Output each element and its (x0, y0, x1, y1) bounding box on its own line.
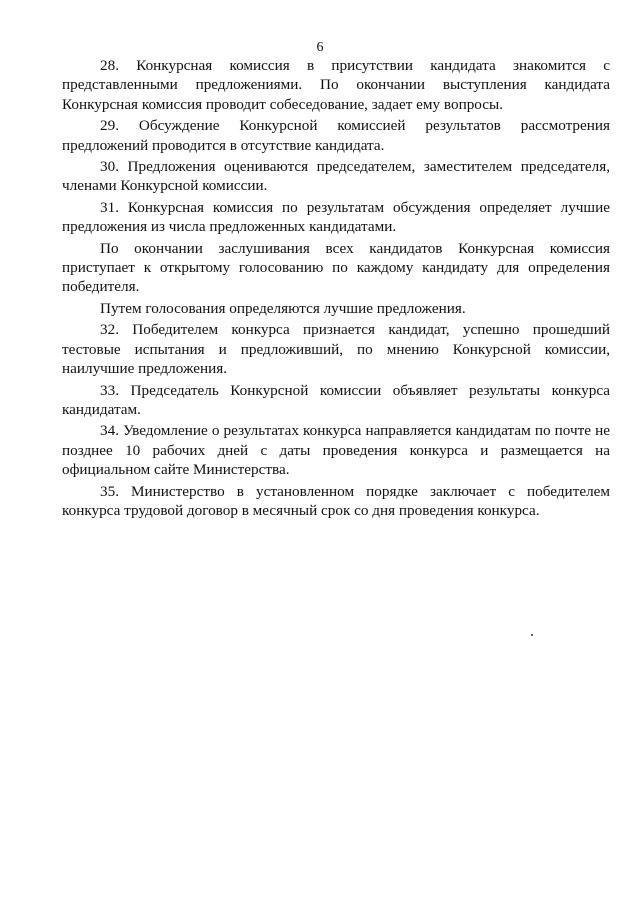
paragraph-30: 30. Предложения оцениваются председателем, заместителем председателя, членами Конкурсной комиссии. (62, 158, 610, 195)
paragraph-31: 31. Конкурсная комиссия по результатам обсуждения определяет лучшие предложения из числа предложенных кандидатами. (62, 198, 610, 236)
scan-speck (531, 634, 533, 636)
paragraph-28: 28. Конкурсная комиссия в присутствии кандидата знакомится с представленными предложениями. По окончании выступления кандидата Конкурсная комиссия проводит собеседование, задает ему вопросы. (62, 57, 610, 113)
paragraph-voting-result: Путем голосования определяются лучшие предложения. (100, 299, 466, 317)
paragraph-32: 32. Победителем конкурса признается кандидат, успешно прошедший тестовые испытания и предложивший, по мнению Конкурсной комиссии, наилучшие предложения. (62, 321, 610, 378)
paragraph-29: 29. Обсуждение Конкурсной комиссией результатов рассмотрения предложений проводится в отсутствие кандидата. (62, 117, 610, 154)
paragraph-33: 33. Председатель Конкурсной комиссии объявляет результаты конкурса кандидатам. (62, 381, 610, 418)
paragraph-34: 34. Уведомление о результатах конкурса направляется кандидатам по почте не позднее 10 рабочих дней с даты проведения конкурса и размещается на официальном сайте Министерства. (62, 422, 610, 479)
paragraph-voting-start: По окончании заслушивания всех кандидатов Конкурсная комиссия приступает к открытому голосованию по каждому кандидату для определения победителя. (62, 239, 610, 296)
paragraph-35: 35. Министерство в установленном порядке заключает с победителем конкурса трудовой договор в месячный срок со дня проведения конкурса. (62, 482, 610, 519)
page-number: 6 (316, 40, 324, 55)
document-body (62, 56, 610, 520)
